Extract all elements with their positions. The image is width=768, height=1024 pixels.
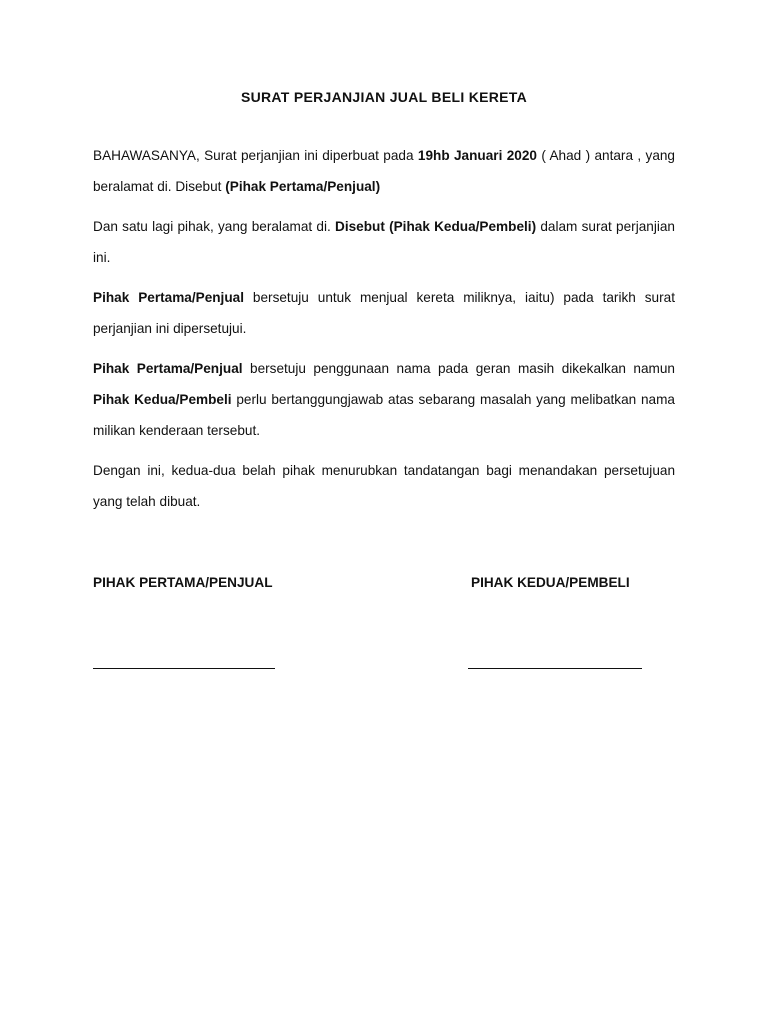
p2-text-c: dalam surat perjanjian ini.	[93, 219, 675, 265]
paragraph-signature-consent: Dengan ini, kedua-dua belah pihak menurubkan tandatangan bagi menandakan persetujuan yang telah dibuat.	[93, 463, 675, 509]
p1-text-c: ( Ahad ) antara , yang beralamat di. Disebut	[93, 148, 675, 194]
signature-label-first-party: PIHAK PERTAMA/PENJUAL	[93, 575, 273, 590]
p3-text: bersetuju untuk menjual kereta miliknya, iaitu) pada tarikh surat perjanjian ini dipersetujui.	[93, 290, 675, 336]
first-party-label: (Pihak Pertama/Penjual)	[225, 179, 381, 194]
p4-text-b: bersetuju penggunaan nama pada geran masih dikekalkan namun	[242, 361, 675, 376]
signature-line-second-party	[468, 668, 642, 669]
signature-label-second-party: PIHAK KEDUA/PEMBELI	[471, 575, 630, 590]
paragraph-agreement-date	[93, 140, 675, 202]
paragraph-sale-agreement	[93, 282, 675, 344]
p1-text-a: BAHAWASANYA, Surat perjanjian ini diperbuat pada	[93, 148, 418, 163]
signature-line-first-party	[93, 668, 275, 669]
paragraph-name-retention	[93, 353, 675, 446]
p4-second-party: Pihak Kedua/Pembeli	[93, 392, 232, 407]
agreement-date: 19hb Januari 2020	[417, 148, 537, 163]
p4-text-d: perlu bertanggungjawab atas sebarang masalah yang melibatkan nama milikan kenderaan tersebut.	[93, 392, 675, 438]
p2-text-a: Dan satu lagi pihak, yang beralamat di.	[93, 219, 335, 234]
paragraph-second-party	[93, 211, 675, 273]
p3-party: Pihak Pertama/Penjual	[93, 290, 244, 305]
second-party-label: Disebut (Pihak Kedua/Pembeli)	[335, 219, 537, 234]
p4-first-party: Pihak Pertama/Penjual	[93, 361, 243, 376]
document-title: SURAT PERJANJIAN JUAL BELI KERETA	[240, 89, 528, 105]
